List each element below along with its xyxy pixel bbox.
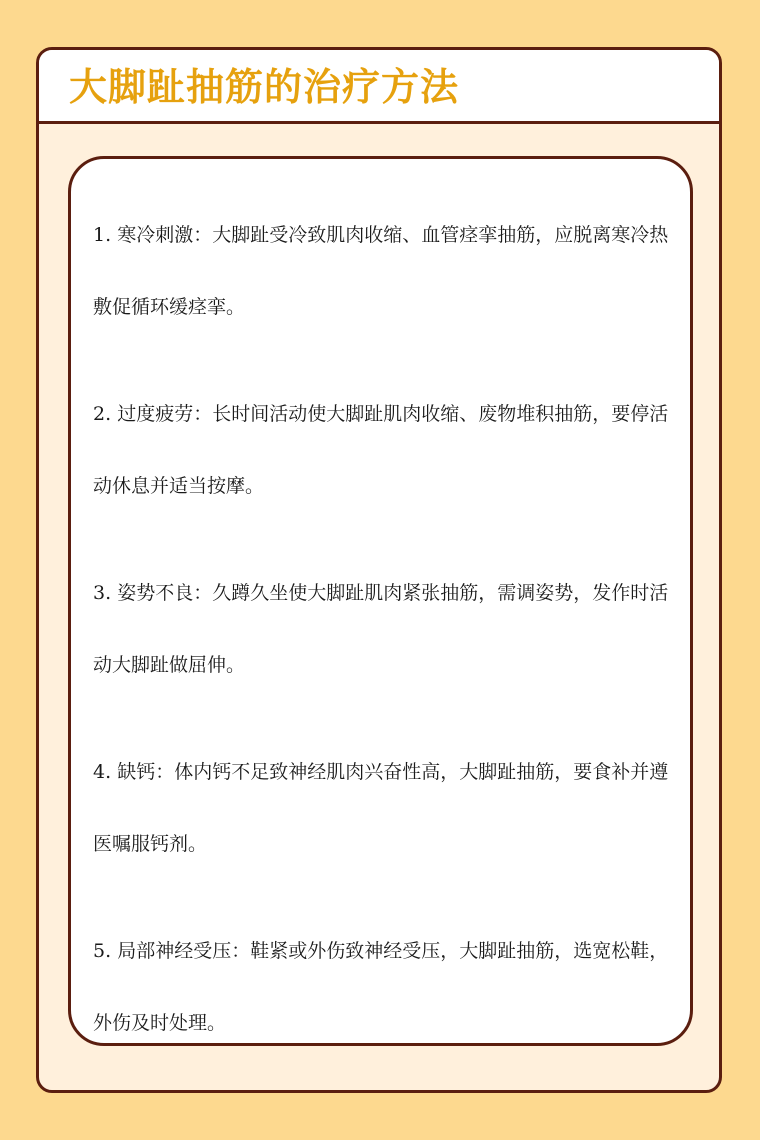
item-text: 寒冷刺激：大脚趾受冷致肌肉收缩、血管痉挛抽筋，应脱离寒冷热敷促循环缓痉挛。 (93, 224, 669, 318)
list-item (93, 915, 678, 1059)
page-title: 大脚趾抽筋的治疗方法 (69, 65, 460, 109)
item-number: 5. (93, 940, 112, 962)
item-number: 3. (93, 582, 112, 604)
list-item (93, 736, 678, 880)
item-text: 缺钙：体内钙不足致神经肌肉兴奋性高，大脚趾抽筋，要食补并遵医嘱服钙剂。 (93, 761, 669, 855)
item-number: 1. (93, 224, 112, 246)
list-item (93, 199, 678, 343)
item-text: 局部神经受压：鞋紧或外伤致神经受压，大脚趾抽筋，选宽松鞋，外伤及时处理。 (93, 940, 669, 1034)
item-number: 4. (93, 761, 112, 783)
list-item (93, 557, 678, 701)
item-text: 姿势不良：久蹲久坐使大脚趾肌肉紧张抽筋，需调姿势，发作时活动大脚趾做屈伸。 (93, 582, 669, 676)
content-card (68, 156, 693, 1046)
item-number: 2. (93, 403, 112, 425)
article-card (36, 47, 722, 1093)
item-text: 过度疲劳：长时间活动使大脚趾肌肉收缩、废物堆积抽筋，要停活动休息并适当按摩。 (93, 403, 669, 497)
list-item (93, 378, 678, 522)
title-bar (39, 50, 719, 124)
treatment-list (93, 199, 678, 1093)
